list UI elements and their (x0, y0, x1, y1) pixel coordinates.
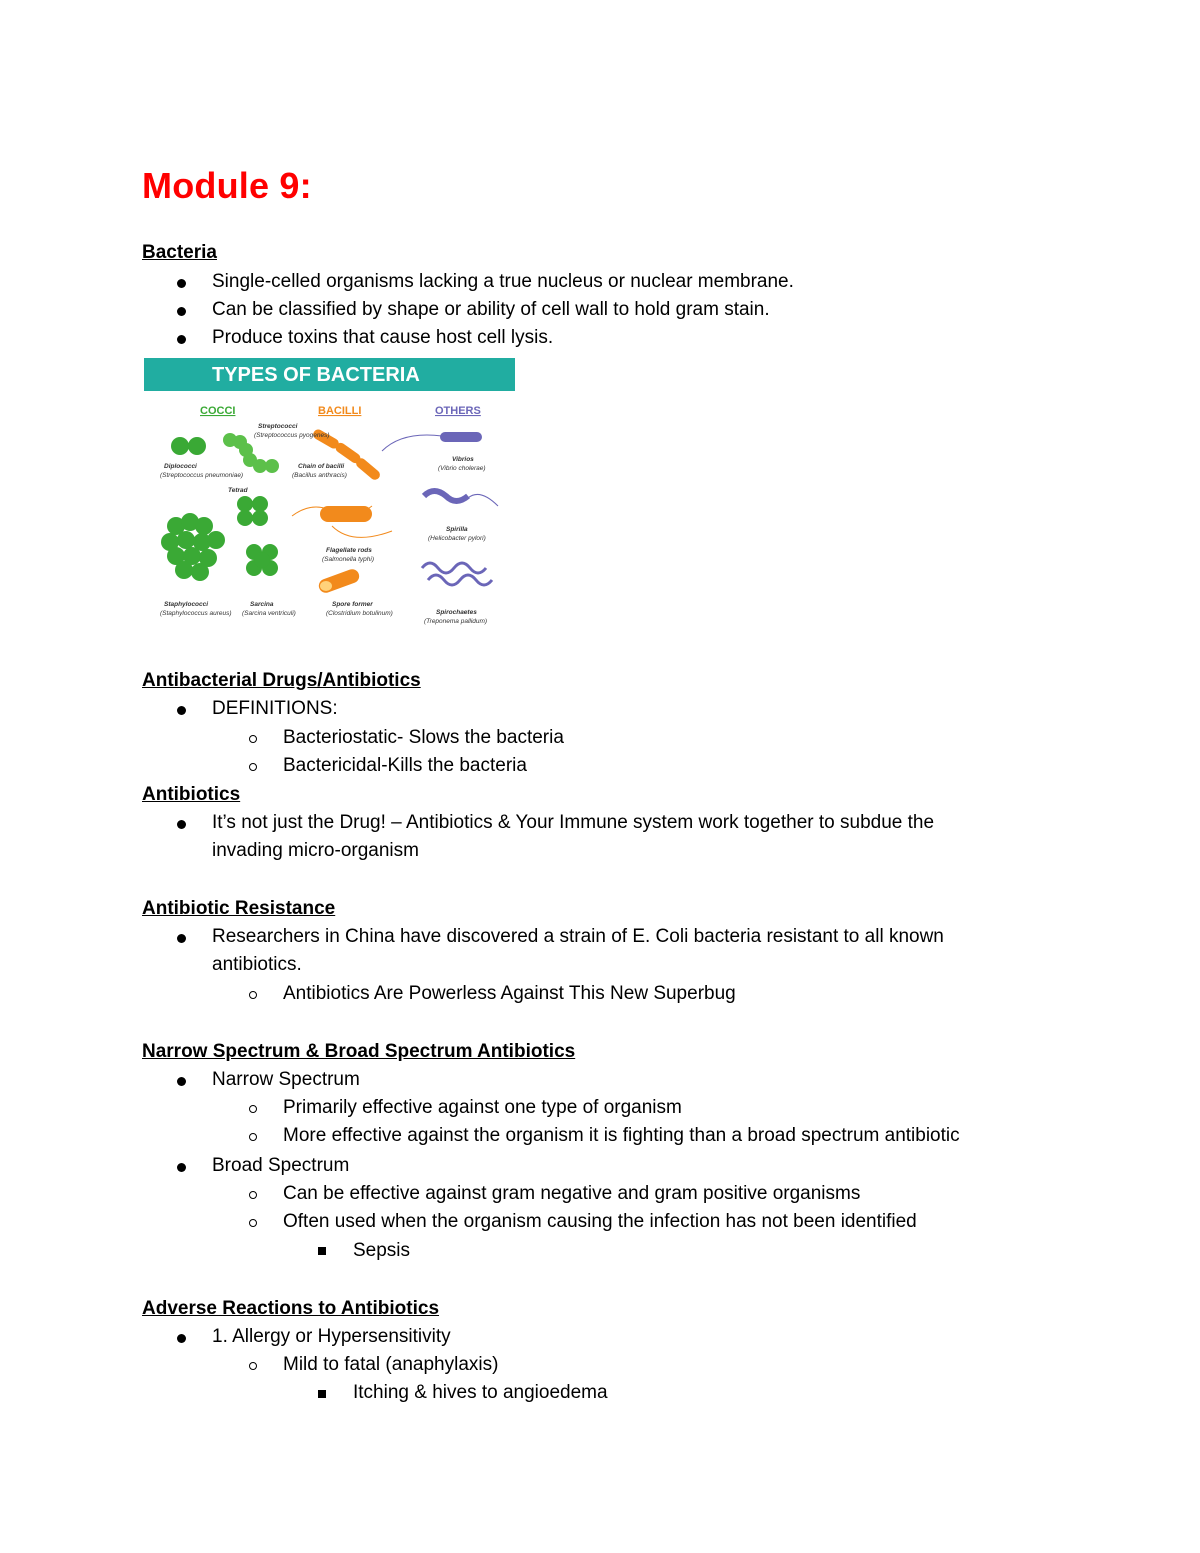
label-spirochaetes-sub: (Treponema pallidum) (424, 618, 488, 625)
column-cocci: COCCI (200, 405, 236, 417)
list-item: Narrow Spectrum (212, 1069, 360, 1090)
types-of-bacteria-figure (142, 356, 516, 634)
list-item: Mild to fatal (anaphylaxis) (283, 1354, 499, 1375)
list-item: Primarily effective against one type of organism (283, 1097, 682, 1118)
list-item: 1. Allergy or Hypersensitivity (212, 1326, 451, 1347)
list-item-continuation: antibiotics. (212, 954, 302, 975)
column-bacilli: BACILLI (318, 405, 362, 417)
list-item: Sepsis (353, 1240, 411, 1261)
circle-bullet-icon (249, 1219, 257, 1227)
label-sarcina: Sarcina (250, 601, 274, 608)
bullet-icon (177, 335, 186, 344)
label-vibrios-sub: (Vibrio cholerae) (438, 465, 486, 472)
list-item: DEFINITIONS: (212, 698, 338, 719)
section-heading-resistance: Antibiotic Resistance (142, 898, 336, 919)
circle-bullet-icon (249, 1362, 257, 1370)
section-heading-antibiotics: Antibiotics (142, 784, 241, 805)
bullet-icon (177, 820, 186, 829)
list-item: Single-celled organisms lacking a true nucleus or nuclear membrane. (212, 271, 794, 292)
section-heading-spectrum: Narrow Spectrum & Broad Spectrum Antibiotics (142, 1041, 576, 1062)
label-streptococci: Streptococci (258, 423, 298, 430)
label-spirochaetes: Spirochaetes (436, 609, 477, 616)
label-chain-bacilli: Chain of bacilli (298, 463, 345, 470)
label-sarcina-sub: (Sarcina ventriculi) (242, 610, 296, 617)
circle-bullet-icon (249, 991, 257, 999)
label-chain-bacilli-sub: (Bacillus anthracis) (292, 472, 347, 479)
label-spirilla: Spirilla (446, 526, 468, 533)
list-item: Broad Spectrum (212, 1155, 350, 1176)
bullet-icon (177, 934, 186, 943)
list-item: Can be classified by shape or ability of cell wall to hold gram stain. (212, 299, 770, 320)
circle-bullet-icon (249, 1105, 257, 1113)
circle-bullet-icon (249, 763, 257, 771)
section-heading-antibacterial: Antibacterial Drugs/Antibiotics (142, 670, 421, 691)
column-others: OTHERS (435, 405, 481, 417)
bullet-icon (177, 706, 186, 715)
section-heading-adverse: Adverse Reactions to Antibiotics (142, 1298, 440, 1319)
list-item: More effective against the organism it is fighting than a broad spectrum antibiotic (283, 1125, 960, 1146)
circle-bullet-icon (249, 1133, 257, 1141)
label-staphylococci: Staphylococci (164, 601, 209, 608)
square-bullet-icon (318, 1390, 326, 1398)
bullet-icon (177, 1077, 186, 1086)
bullet-icon (177, 307, 186, 316)
label-tetrad: Tetrad (228, 487, 248, 494)
label-staphylococci-sub: (Staphylococcus aureus) (160, 610, 232, 617)
bullet-icon (177, 1163, 186, 1172)
bullet-icon (177, 279, 186, 288)
section-heading-bacteria: Bacteria (142, 242, 217, 263)
label-streptococci-sub: (Streptococcus pyogenes) (254, 432, 330, 439)
label-spore: Spore former (332, 601, 373, 608)
list-item: It’s not just the Drug! – Antibiotics & Your Immune system work together to subdue the (212, 812, 935, 833)
circle-bullet-icon (249, 1191, 257, 1199)
list-item: Bacteriostatic- Slows the bacteria (283, 727, 564, 748)
list-item: Itching & hives to angioedema (353, 1382, 608, 1403)
bullet-icon (177, 1334, 186, 1343)
square-bullet-icon (318, 1247, 326, 1255)
list-item: Produce toxins that cause host cell lysis. (212, 327, 554, 348)
list-item: Researchers in China have discovered a strain of E. Coli bacteria resistant to all known (212, 926, 944, 947)
label-flagellate: Flagellate rods (326, 547, 372, 554)
list-item: Can be effective against gram negative and gram positive organisms (283, 1183, 861, 1204)
figure-banner-title: TYPES OF BACTERIA (212, 364, 420, 386)
page-title: Module 9: (142, 165, 312, 206)
label-spore-sub: (Clostridium botulinum) (326, 610, 393, 617)
label-vibrios: Vibrios (452, 456, 474, 463)
label-diplococci: Diplococci (164, 463, 197, 470)
label-spirilla-sub: (Helicobacter pylori) (428, 535, 486, 542)
list-item: Bactericidal-Kills the bacteria (283, 755, 527, 776)
list-item: Antibiotics Are Powerless Against This New Superbug (283, 983, 736, 1004)
list-item: Often used when the organism causing the infection has not been identified (283, 1211, 917, 1232)
label-flagellate-sub: (Salmonella typhi) (322, 556, 375, 563)
list-item-continuation: invading micro-organism (212, 840, 419, 861)
label-diplococci-sub: (Streptococcus pneumoniae) (160, 472, 244, 479)
circle-bullet-icon (249, 735, 257, 743)
